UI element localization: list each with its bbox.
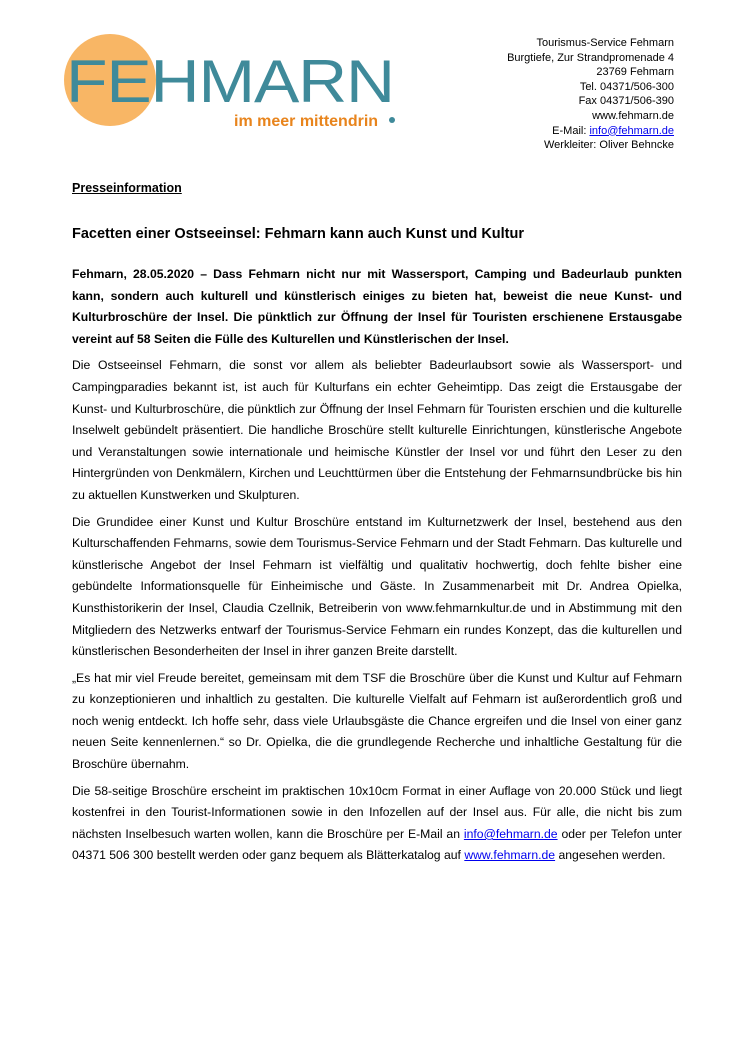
- website-link[interactable]: www.fehmarn.de: [464, 848, 556, 863]
- logo-tagline: im meer mittendrin: [234, 113, 379, 130]
- contact-web: www.fehmarn.de: [592, 109, 674, 122]
- contact-city: 23769 Fehmarn: [596, 66, 674, 79]
- logo-wordmark: FEHMARN: [66, 48, 394, 115]
- contact-email-line: [507, 124, 674, 139]
- contact-street: Burgtiefe, Zur Strandpromenade 4: [507, 51, 674, 64]
- headline: Facetten einer Ostseeinsel: Fehmarn kann auch Kunst und Kultur: [72, 226, 525, 242]
- paragraph-4-text-2: oder per Telefon unter 04371 506 300 bestellt werden oder ganz bequem als Blätterkatalog auf: [72, 826, 682, 863]
- lead-paragraph: Fehmarn, 28.05.2020 – Dass Fehmarn nicht nur mit Wassersport, Camping und Badeurlaub punkten kann, sondern auch kulturell und künstlerisch einiges zu bieten hat, beweist die neue Kunst- und Kulturbroschüre der Insel. Die pünktlich zur Öffnung der Insel für Touristen erschienene Erstausgabe vereint auf 58 Seiten die Fülle des Kulturellen und Künstlerischen der Insel.: [72, 267, 682, 346]
- fehmarn-logo: [58, 28, 398, 148]
- email-link[interactable]: info@fehmarn.de: [463, 826, 558, 841]
- paragraph-4-text-3: angesehen werden.: [555, 848, 666, 863]
- contact-email-label: E-Mail:: [552, 124, 590, 137]
- paragraph-4-text-1: Die 58-seitige Broschüre erscheint im praktischen 10x10cm Format in einer Auflage von 20.000 Stück und liegt kostenfrei in den Tourist-Informationen sowie in den Infozellen auf der Insel aus. Für alle, die nicht bis zum nächsten Inselbesuch warten wollen, kann die Broschüre per E-Mail an: [72, 783, 682, 841]
- tagline-dot: [389, 117, 395, 123]
- contact-manager: Werkleiter: Oliver Behncke: [543, 139, 674, 152]
- contact-phone: Tel. 04371/506-300: [579, 80, 674, 93]
- paragraph-4: [72, 781, 682, 867]
- press-label: Presseinformation: [72, 181, 182, 195]
- paragraph-3: „Es hat mir viel Freude bereitet, gemeinsam mit dem TSF die Broschüre über die Kunst und Kultur auf Fehmarn zu konzeptionieren und inhaltlich zu gestalten. Die kulturelle Vielfalt auf Fehmarn ist außerordentlich groß und noch wenig entdeckt. Ich hoffe sehr, dass viele Urlaubsgäste die Chance ergreifen und die Insel von einer ganz neuen Seite kennenlernen.“ so Dr. Opielka, die die grundlegende Recherche und inhaltliche Gestaltung für die Broschüre übernahm.: [72, 670, 682, 772]
- contact-org: Tourismus-Service Fehmarn: [536, 37, 674, 49]
- contact-block: [507, 36, 674, 153]
- contact-fax: Fax 04371/506-390: [578, 95, 674, 108]
- paragraph-2: Die Grundidee einer Kunst und Kultur Broschüre entstand im Kulturnetzwerk der Insel, bestehend aus den Kulturschaffenden Fehmarns, sowie dem Tourismus-Service Fehmarn und der Stadt Fehmarn. Das kulturelle und künstlerische Angebot der Insel Fehmarn ist vielfältig und qualitativ hochwertig, doch fehlte bisher eine gebündelte Informationsquelle für Einheimische und Gäste. In Zusammenarbeit mit Dr. Andrea Opielka, Kunsthistorikerin der Insel, Claudia Czellnik, Betreiberin von www.fehmarnkultur.de und in Abstimmung mit den Mitgliedern des Netzwerks entwarf der Tourismus-Service Fehmarn ein rundes Konzept, das die kulturellen und künstlerischen Besonderheiten der Insel in ihrer ganzen Breite darstellt.: [72, 514, 682, 659]
- article-body: [72, 264, 682, 872]
- paragraph-1: Die Ostseeinsel Fehmarn, die sonst vor allem als beliebter Badeurlaubsort sowie als Wassersport- und Campingparadies bekannt ist, ist auch für Kulturfans ein echter Geheimtipp. Das zeigt die Erstausgabe der Kunst- und Kulturbroschüre, die pünktlich zur Öffnung der Insel Fehmarn für Touristen erschien und die kulturelle Inselwelt gebündelt präsentiert. Die handliche Broschüre stellt kulturelle Einrichtungen, künstlerische Angebote und Veranstaltungen sowie internationale und heimische Künstler der Insel vor und führt den Leser zu den Hintergründen von Denkmälern, Kirchen und Leuchttürmen über die Entstehung der Fehmarnsundbrücke bis hin zu aktuellen Kunstwerken und Skulpturen.: [72, 358, 682, 502]
- contact-email-link[interactable]: info@fehmarn.de: [589, 124, 674, 137]
